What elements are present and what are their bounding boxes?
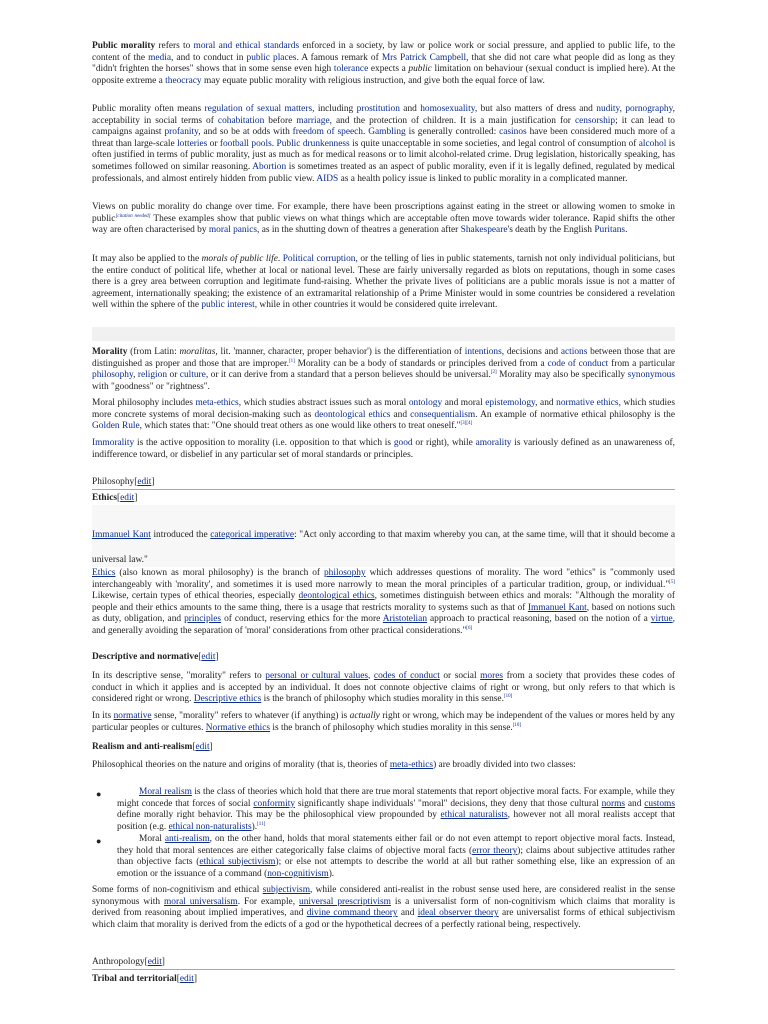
- link-ethical-non-naturalists[interactable]: ethical non-naturalists: [168, 821, 252, 832]
- edit-link-ethics[interactable]: edit: [120, 493, 135, 503]
- link-shakespeare[interactable]: Shakespeare: [460, 225, 508, 236]
- tribal-territorial-heading: Tribal and territorial[edit]: [92, 974, 198, 984]
- link-mores[interactable]: mores: [480, 671, 504, 681]
- link-ethics[interactable]: Ethics: [92, 568, 116, 578]
- link-actions[interactable]: actions: [560, 347, 588, 357]
- edit-link-realism[interactable]: edit: [195, 742, 210, 752]
- link-ethical-naturalists[interactable]: ethical naturalists: [440, 810, 508, 821]
- kant-quote-box: [92, 505, 675, 567]
- descriptive-paragraph: In its descriptive sense, "morality" refers to personal or cultural values, codes of conduct or social mores from a society that provides these codes of conduct in which it applies and is accepted by an individual. It does not connote objective claims of right or wrong, but only refers to that which is considered right or wrong. Descriptive ethics is the branch of philosophy which studies morality in this sense.[10]: [92, 671, 676, 705]
- link-abortion[interactable]: Abortion: [252, 161, 287, 172]
- link-immanuel-kant-2[interactable]: Immanuel Kant: [527, 602, 587, 613]
- link-philosophy[interactable]: philosophy: [92, 370, 134, 381]
- link-puritans[interactable]: Puritans: [594, 225, 626, 236]
- non-cognitivism-paragraph: Some forms of non-cognitivism and ethical subjectivism, while considered anti-realist in the robust sense used here, are considered realist in the sense synonymous with moral universalism. For example, universal prescriptivism is a universalist form of non-cognitivism which claims that morality is derived from reasoning about implied imperatives, and divine command theory and ideal observer theory are universalist forms of ethical subjectivism which claim that morality is derived from the edicts of a god or the hypothetical decrees of a perfectly rational being, respectively.: [92, 885, 676, 930]
- heading-rule: [92, 489, 675, 490]
- link-ideal-observer-theory[interactable]: ideal observer theory: [417, 908, 499, 919]
- link-public-interest[interactable]: public interest: [201, 300, 255, 311]
- link-norms[interactable]: norms: [601, 798, 626, 809]
- link-alcohol[interactable]: alcohol: [638, 138, 667, 149]
- link-culture[interactable]: culture: [179, 370, 206, 381]
- link-moral-realism[interactable]: Moral realism: [139, 787, 192, 797]
- link-nudity[interactable]: nudity: [596, 104, 620, 114]
- link-media[interactable]: media: [148, 52, 171, 63]
- link-immorality[interactable]: Immorality: [92, 438, 135, 448]
- link-divine-command-theory[interactable]: divine command theory: [306, 908, 398, 919]
- citation-11[interactable]: [11]: [257, 821, 266, 827]
- link-conformity[interactable]: conformity: [253, 798, 296, 809]
- link-categorical-imperative[interactable]: categorical imperative: [210, 530, 295, 540]
- link-aids[interactable]: AIDS: [316, 173, 339, 184]
- link-intentions[interactable]: intentions: [464, 347, 502, 357]
- link-meta-ethics[interactable]: meta-ethics: [195, 398, 239, 408]
- link-principles[interactable]: principles: [184, 614, 222, 625]
- link-golden-rule[interactable]: Golden Rule: [92, 421, 140, 432]
- link-lotteries[interactable]: lotteries: [177, 138, 208, 149]
- link-political-corruption[interactable]: Political corruption: [282, 254, 356, 264]
- philosophy-heading: Philosophy[edit]: [92, 477, 155, 487]
- ethics-heading: Ethics[edit]: [92, 493, 138, 503]
- link-codes-of-conduct[interactable]: codes of conduct: [373, 671, 440, 681]
- link-code-of-conduct[interactable]: code of conduct: [547, 358, 609, 369]
- link-anti-realism[interactable]: anti-realism: [164, 834, 210, 844]
- link-normative[interactable]: normative: [113, 711, 152, 721]
- link-casinos[interactable]: casinos: [499, 127, 527, 138]
- ethics-paragraph: Ethics (also known as moral philosophy) is the branch of philosophy which addresses questions of morality. The word "ethics" is "commonly used interchangeably with 'morality', and sometimes it is used more narrowly to mean the moral principles of a particular tradition, group, or individual."[5] Likewise, certain types of ethical theories, especially deontological ethics, sometimes distinguish between ethics and morals: "Although the morality of people and their ethics amounts to the same thing, there is a usage that restricts morality to systems such as that of Immanuel Kant, based on notions such as duty, obligation, and principles of conduct, reserving ethics for the more Aristotelian approach to practical reasoning, based on the notion of a virtue, and generally avoiding the separation of 'moral' considerations from other practical considerations."[6]: [92, 568, 675, 636]
- public-morality-para-4: It may also be applied to the morals of public life. Political corruption, or the telling of lies in public statements, tarnish not only individual politicians, but the entire conduct of political life, whether at local or national level. These are fairly universally regarded as blots on reputations, though in some cases there is a grey area between corruption and legitimate fund-raising. Whether the private lives of politicians are a public morals issue is not a matter of agreement, internationally speaking; the existence of an extramarital relationship of a Prime Minister would in some countries be considered a revelation well within the sphere of the public interest, while in other countries it would be considered quite irrelevant.: [92, 254, 675, 311]
- bullet-icon: ●: [96, 789, 102, 799]
- link-deontological-ethics[interactable]: deontological ethics: [314, 409, 391, 420]
- link-virtue[interactable]: virtue: [650, 614, 673, 625]
- citation-10b[interactable]: [10]: [512, 722, 522, 728]
- citation-needed-tag[interactable]: [citation needed]: [115, 213, 151, 219]
- link-prostitution[interactable]: prostitution: [356, 104, 400, 114]
- morality-para-3: Immorality is the active opposition to morality (i.e. opposition to that which is good or right), while amorality is variously defined as an unawareness of, indifference toward, or disbelief in any particular set of moral standards or principles.: [92, 438, 675, 460]
- link-public-drunkenness[interactable]: Public drunkenness: [276, 138, 350, 149]
- citation-3-4[interactable]: [3][4]: [460, 421, 473, 427]
- bullet-icon: ●: [96, 836, 102, 846]
- link-homosexuality[interactable]: homosexuality: [420, 104, 475, 114]
- link-public-places[interactable]: public places: [246, 52, 297, 63]
- heading-rule-2: [92, 969, 675, 970]
- link-customs[interactable]: customs: [644, 798, 675, 809]
- anthropology-heading: Anthropology[edit]: [92, 957, 165, 967]
- realism-heading: Realism and anti-realism[edit]: [92, 742, 213, 752]
- link-theocracy[interactable]: theocracy: [165, 75, 202, 86]
- link-freedom-of-speech[interactable]: freedom of speech: [292, 127, 363, 138]
- link-philosophy-2[interactable]: philosophy: [323, 568, 366, 578]
- link-personal-or-cultural-values[interactable]: personal or cultural values: [265, 671, 369, 681]
- citation-2[interactable]: [2]: [490, 370, 497, 376]
- link-tolerance[interactable]: tolerance: [333, 64, 369, 75]
- link-normative-ethics-2[interactable]: Normative ethics: [205, 722, 271, 733]
- edit-link-anthropology[interactable]: edit: [147, 957, 162, 967]
- edit-link-tribal[interactable]: edit: [179, 974, 194, 984]
- link-regulation-of-sexual-matters[interactable]: regulation of sexual matters: [204, 104, 313, 114]
- citation-5[interactable]: [5]: [669, 579, 675, 585]
- public-morality-para-3: Views on public morality do change over time. For example, there have been proscriptions against eating in the street or allowing women to smoke in public[citation needed] These examples show that public views on what things which are acceptable often move towards wider tolerance. Rapid shifts the other way are often characterised by moral panics, as in the shutting down of theatres a generation after Shakespeare's death by the English Puritans.: [92, 202, 676, 236]
- link-gambling[interactable]: Gambling: [368, 127, 406, 138]
- link-consequentialism[interactable]: consequentialism: [410, 409, 476, 420]
- citation-1[interactable]: [1]: [288, 358, 295, 364]
- link-ontology[interactable]: ontology: [408, 398, 443, 408]
- public-morality-para-2: Public morality often means regulation of sexual matters, including prostitution and homosexuality, but also matters of dress and nudity, pornography, acceptability in social terms of cohabitation before marriage, and the protection of children. It is a main justification for censorship; it can lead to campaigns against profanity, and so be at odds with freedom of speech. Gambling is generally controlled: casinos have been considered much more of a threat than large-scale lotteries or football pools. Public drunkenness is quite unacceptable in some societies, and legal control of consumption of alcohol is often justified in terms of public morality, just as much as for medical reasons or to limit alcohol-related crime. Drug legislation, historically speaking, has sometimes followed on similar reasoning. Abortion is sometimes treated as an aspect of public morality, even if it is legally defined, regulated by medical professionals, and almost entirely hidden from public view. AIDS as a health policy issue is linked to public morality in a complicated manner.: [92, 104, 676, 184]
- link-subjectivism[interactable]: subjectivism: [262, 885, 311, 895]
- link-ethical-subjectivism[interactable]: ethical subjectivism: [199, 857, 276, 868]
- link-marriage[interactable]: marriage: [296, 115, 330, 126]
- link-error-theory[interactable]: error theory: [472, 845, 518, 856]
- link-synonymous[interactable]: synonymous: [627, 370, 675, 381]
- moral-realism-item: Moral realism is the class of theories which hold that there are true moral statements that report objective moral facts. For example, while they might concede that forces of social conformity significantly shape individuals' "moral" decisions, they deny that those cultural norms and customs define morally right behavior. This may be the philosophical view propounded by ethical naturalists, however not all moral realists accept that position (e.g. ethical non-naturalists).[11]: [117, 787, 675, 832]
- edit-link-descriptive[interactable]: edit: [201, 652, 216, 662]
- link-pornography[interactable]: pornography: [625, 104, 673, 114]
- descriptive-normative-heading: Descriptive and normative[edit]: [92, 652, 219, 662]
- link-meta-ethics-2[interactable]: meta-ethics: [389, 760, 434, 770]
- link-moral-universalism[interactable]: moral universalism: [163, 896, 238, 907]
- link-moral-panics[interactable]: moral panics: [208, 225, 258, 236]
- link-deontological-ethics-2[interactable]: deontological ethics: [298, 591, 375, 602]
- link-descriptive-ethics[interactable]: Descriptive ethics: [193, 694, 262, 705]
- link-censorship[interactable]: censorship: [574, 115, 616, 126]
- link-religion[interactable]: religion: [137, 370, 168, 381]
- realism-intro: Philosophical theories on the nature and origins of morality (that is, theories of meta-ethics) are broadly divided into two classes:: [92, 760, 576, 770]
- moral-anti-realism-item: Moral anti-realism, on the other hand, holds that moral statements either fail or do not even attempt to report objective moral facts. Instead, they hold that moral sentences are either categorically false claims of objective moral facts (error theory); claims about subjective attitudes rather than objective facts (ethical subjectivism); or else not attempts to describe the world at all but rather something else, like an expression of an emotion or the issuance of a command (non-cognitivism).: [117, 834, 675, 879]
- link-good[interactable]: good: [393, 438, 413, 448]
- citation-10[interactable]: [10]: [503, 694, 513, 700]
- public-morality-para-1: Public morality refers to moral and ethical standards enforced in a society, by law or police work or social pressure, and applied to public life, to the content of the media, and to conduct in public places. A famous remark of Mrs Patrick Campbell, that she did not care what people did as long as they "didn't frighten the horses" shows that in some sense even high tolerance expects a public limitation on behaviour (sexual conduct is implied here). At the opposite extreme a theocracy may equate public morality with religious instruction, and give both the equal force of law.: [92, 41, 676, 86]
- normative-paragraph: In its normative sense, "morality" refers to whatever (if anything) is actually right or wrong, which may be independent of the values or mores held by any particular peoples or cultures. Normative ethics is the branch of philosophy which studies morality in this sense.[10]: [92, 711, 675, 733]
- morality-para-2: Moral philosophy includes meta-ethics, which studies abstract issues such as moral ontology and moral epistemology, and normative ethics, which studies more concrete systems of moral decision-making such as deontological ethics and consequentialism. An example of normative ethical philosophy is the Golden Rule, which states that: "One should treat others as one would like others to treat oneself."[3][4]: [92, 398, 675, 432]
- section-divider-band: [92, 327, 675, 341]
- link-moral-and-ethical-standards[interactable]: moral and ethical standards: [193, 41, 300, 51]
- morality-para-1: Morality (from Latin: moralitas, lit. 'manner, character, proper behavior') is the differentiation of intentions, decisions and actions between those that are distinguished as proper and those that are improper.[1] Morality can be a body of standards or principles derived from a code of conduct from a particular philosophy, religion or culture, or it can derive from a standard that a person believes should be universal.[2] Morality may also be specifically synonymous with "goodness" or "rightness".: [92, 347, 676, 392]
- link-immanuel-kant[interactable]: Immanuel Kant: [92, 530, 151, 540]
- link-football-pools[interactable]: football pools: [219, 138, 272, 149]
- kant-quote: Immanuel Kant introduced the categorical imperative: "Act only according to that maxim whereby you can, at the same time, will that it should become a universal law.": [92, 530, 676, 565]
- link-non-cognitivism[interactable]: non-cognitivism: [267, 868, 329, 879]
- link-universal-prescriptivism[interactable]: universal prescriptivism: [299, 896, 391, 907]
- link-amorality[interactable]: amorality: [475, 438, 512, 448]
- link-aristotelian[interactable]: Aristotelian: [382, 614, 428, 625]
- edit-link-philosophy[interactable]: edit: [137, 477, 152, 487]
- citation-6[interactable]: [6]: [466, 625, 473, 631]
- link-epistemology[interactable]: epistemology: [485, 398, 536, 408]
- link-profanity[interactable]: profanity: [164, 127, 199, 138]
- link-mrs-patrick-campbell[interactable]: Mrs Patrick Campbell: [381, 52, 467, 63]
- link-cohabitation[interactable]: cohabitation: [217, 115, 265, 126]
- link-normative-ethics[interactable]: normative ethics: [556, 398, 619, 408]
